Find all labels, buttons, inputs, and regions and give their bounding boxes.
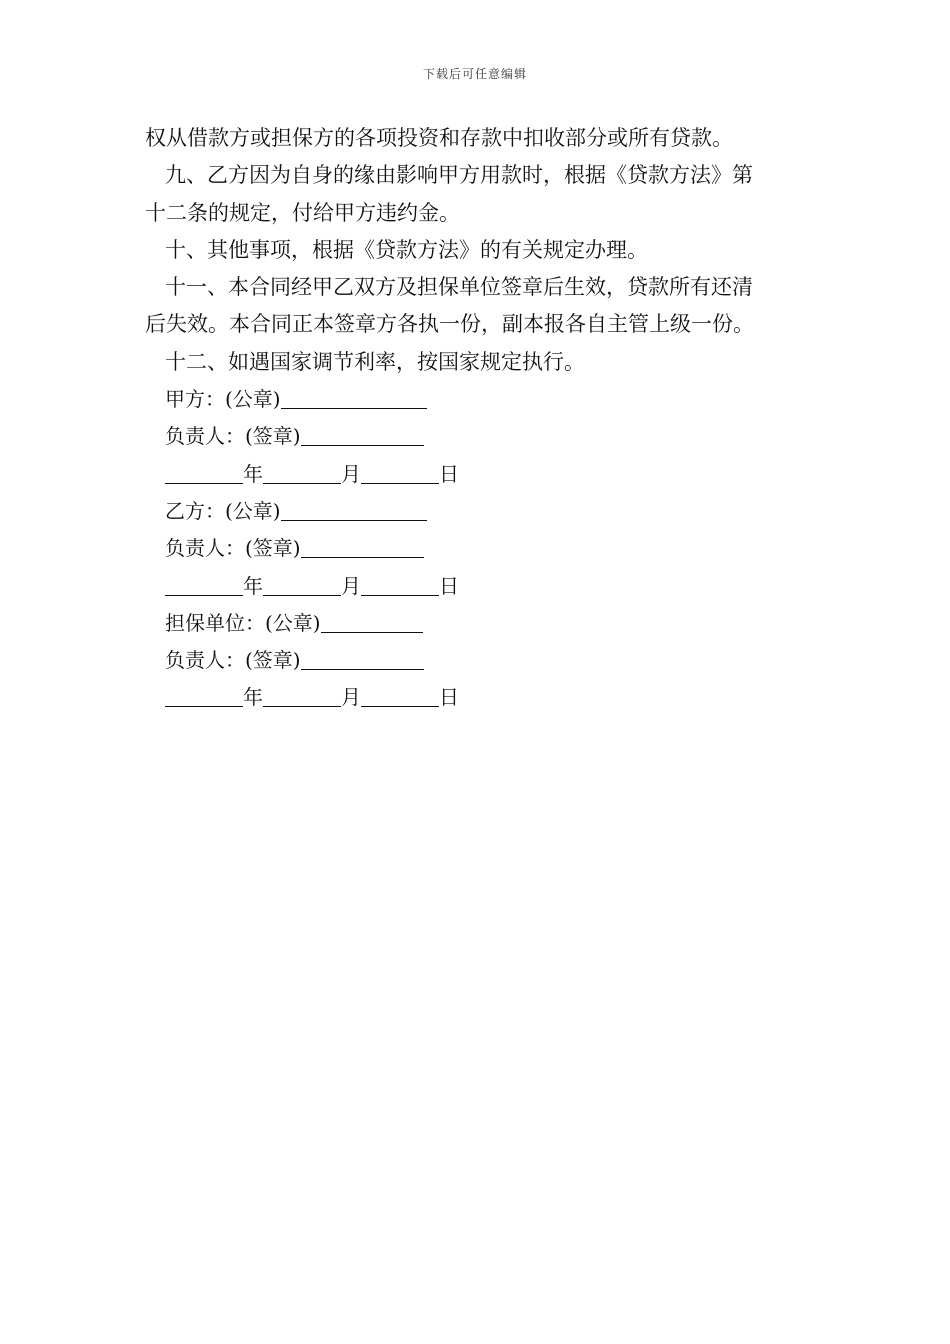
day-blank[interactable] [361, 463, 439, 484]
party-b-seal-blank[interactable] [281, 500, 427, 521]
guarantor-seal-line [145, 605, 807, 642]
month-blank[interactable] [263, 463, 341, 484]
party-b-label: 乙方：(公章) [165, 498, 281, 523]
year-blank[interactable] [165, 575, 243, 596]
paragraph-line: 十二、如遇国家调节利率，按国家规定执行。 [165, 349, 585, 374]
party-b-rep-blank[interactable] [301, 537, 424, 558]
party-b-rep-line [145, 530, 807, 567]
paragraph-line: 十、其他事项，根据《贷款方法》的有关规定办理。 [165, 237, 648, 262]
day-label: 日 [439, 461, 459, 486]
paragraph-line: 后失效。本合同正本签章方各执一份，副本报各自主管上级一份。 [145, 312, 754, 337]
month-label: 月 [341, 461, 361, 486]
paragraph-line: 十一、本合同经甲乙双方及担保单位签章后生效，贷款所有还清 [165, 275, 753, 300]
guarantor-rep-line [145, 642, 807, 679]
month-blank[interactable] [263, 686, 341, 707]
document-body [145, 120, 807, 717]
month-label: 月 [341, 685, 361, 710]
guarantor-label: 担保单位：(公章) [165, 610, 321, 635]
guarantor-seal-blank[interactable] [321, 612, 423, 633]
year-blank[interactable] [165, 463, 243, 484]
party-a-rep-label: 负责人：(签章) [165, 424, 301, 449]
month-blank[interactable] [263, 575, 341, 596]
day-blank[interactable] [361, 686, 439, 707]
year-blank[interactable] [165, 686, 243, 707]
guarantor-date-line [145, 679, 807, 716]
month-label: 月 [341, 573, 361, 598]
page-header: 下载后可任意编辑 [422, 67, 527, 81]
paragraph-line: 九、乙方因为自身的缘由影响甲方用款时，根据《贷款方法》第 [165, 163, 753, 188]
party-a-label: 甲方：(公章) [165, 387, 281, 412]
guarantor-rep-label: 负责人：(签章) [165, 648, 301, 673]
party-a-rep-line [145, 418, 807, 455]
party-a-date-line [145, 456, 807, 493]
party-a-seal-line [145, 381, 807, 418]
guarantor-rep-blank[interactable] [301, 649, 424, 670]
paragraph-line: 权从借款方或担保方的各项投资和存款中扣收部分或所有贷款。 [145, 126, 733, 150]
party-a-seal-blank[interactable] [281, 388, 427, 409]
year-label: 年 [243, 573, 263, 598]
paragraph-line: 十二条的规定，付给甲方违约金。 [145, 200, 460, 225]
party-b-seal-line [145, 493, 807, 530]
year-label: 年 [243, 461, 263, 486]
party-a-rep-blank[interactable] [301, 425, 424, 446]
day-label: 日 [439, 573, 459, 598]
party-b-date-line [145, 568, 807, 605]
party-b-rep-label: 负责人：(签章) [165, 536, 301, 561]
day-blank[interactable] [361, 575, 439, 596]
year-label: 年 [243, 685, 263, 710]
day-label: 日 [439, 685, 459, 710]
